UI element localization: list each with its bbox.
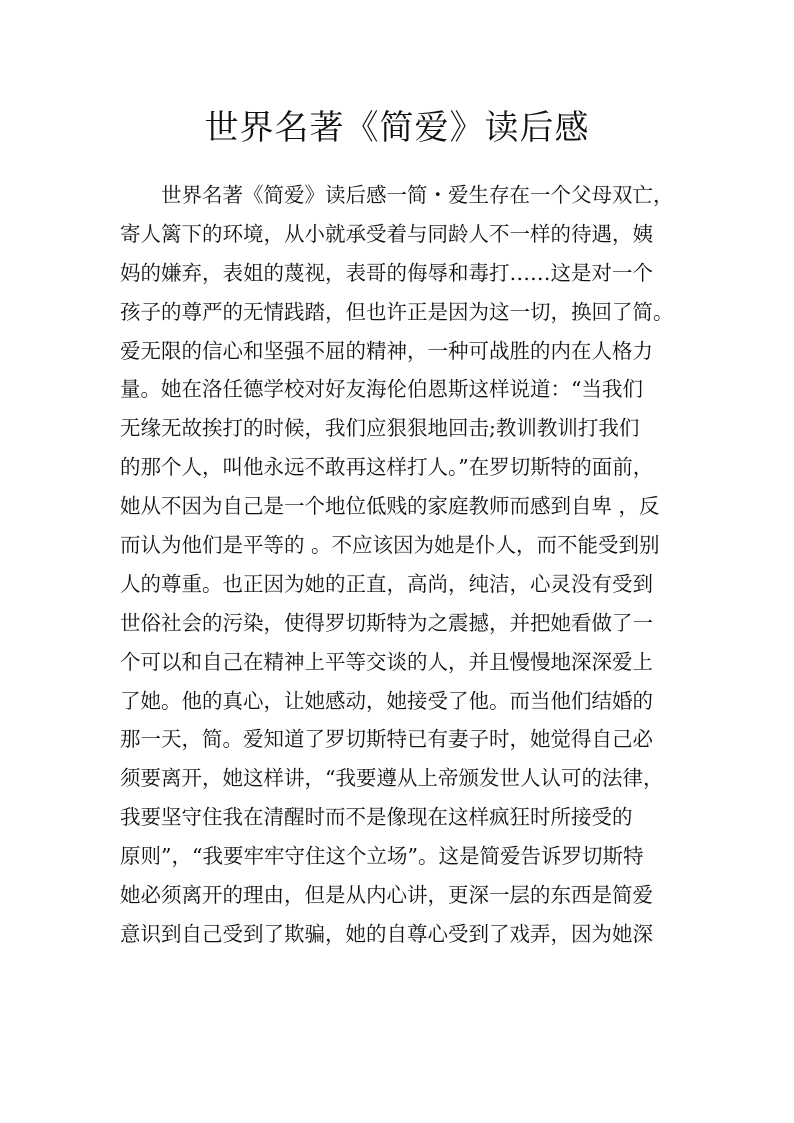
paragraph-line: 她必须离开的理由，但是从内心讲，更深一层的东西是简爱 [120, 883, 653, 908]
paragraph-line: 我要坚守住我在清醒时而不是像现在这样疯狂时所接受的 [120, 805, 633, 830]
paragraph-line: 妈的嫌弃，表姐的蔑视，表哥的侮辱和毒打……这是对一个 [120, 260, 653, 285]
paragraph-line: 无缘无故挨打的时候，我们应狠狠地回击;教训教训打我们 [120, 416, 640, 441]
paragraph-line: 意识到自己受到了欺骗，她的自尊心受到了戏弄，因为她深 [120, 921, 653, 946]
paragraph-line: 而认为他们是平等的 。不应该因为她是仆人，而不能受到别 [120, 533, 660, 558]
paragraph-line: 寄人篱下的环境，从小就承受着与同龄人不一样的待遇，姨 [120, 221, 653, 246]
paragraph-line: 她从不因为自己是一个地位低贱的家庭教师而感到自卑 ，反 [120, 494, 660, 519]
paragraph-line: 世界名著《简爱》读后感一简・爱生存在一个父母双亡， [161, 183, 674, 207]
document-title: 世界名著《简爱》读后感 [204, 108, 590, 148]
paragraph-line: 爱无限的信心和坚强不屈的精神，一种可战胜的内在人格力 [120, 338, 653, 363]
document-body [120, 176, 700, 954]
paragraph-line: 原则”，“我要牢牢守住这个立场”。这是简爱告诉罗切斯特 [120, 844, 644, 869]
paragraph-line: 孩子的尊严的无情践踏，但也许正是因为这一切，换回了简。 [120, 299, 674, 324]
paragraph-line: 个可以和自己在精神上平等交谈的人，并且慢慢地深深爱上 [120, 649, 653, 674]
paragraph-line: 了她。他的真心，让她感动，她接受了他。而当他们结婚的 [120, 688, 653, 713]
paragraph-line: 须要离开，她这样讲，“我要遵从上帝颁发世人认可的法律， [120, 766, 664, 791]
paragraph-line: 世俗社会的污染，使得罗切斯特为之震撼，并把她看做了一 [120, 610, 653, 635]
paragraph-line: 的那个人，叫他永远不敢再这样打人。”在罗切斯特的面前， [120, 455, 654, 480]
paragraph-line: 量。她在洛任德学校对好友海伦伯恩斯这样说道：“当我们 [120, 377, 643, 402]
paragraph-line: 人的尊重。也正因为她的正直，高尚，纯洁，心灵没有受到 [120, 571, 653, 596]
paragraph-line: 那一天，简。爱知道了罗切斯特已有妻子时，她觉得自己必 [120, 727, 653, 752]
